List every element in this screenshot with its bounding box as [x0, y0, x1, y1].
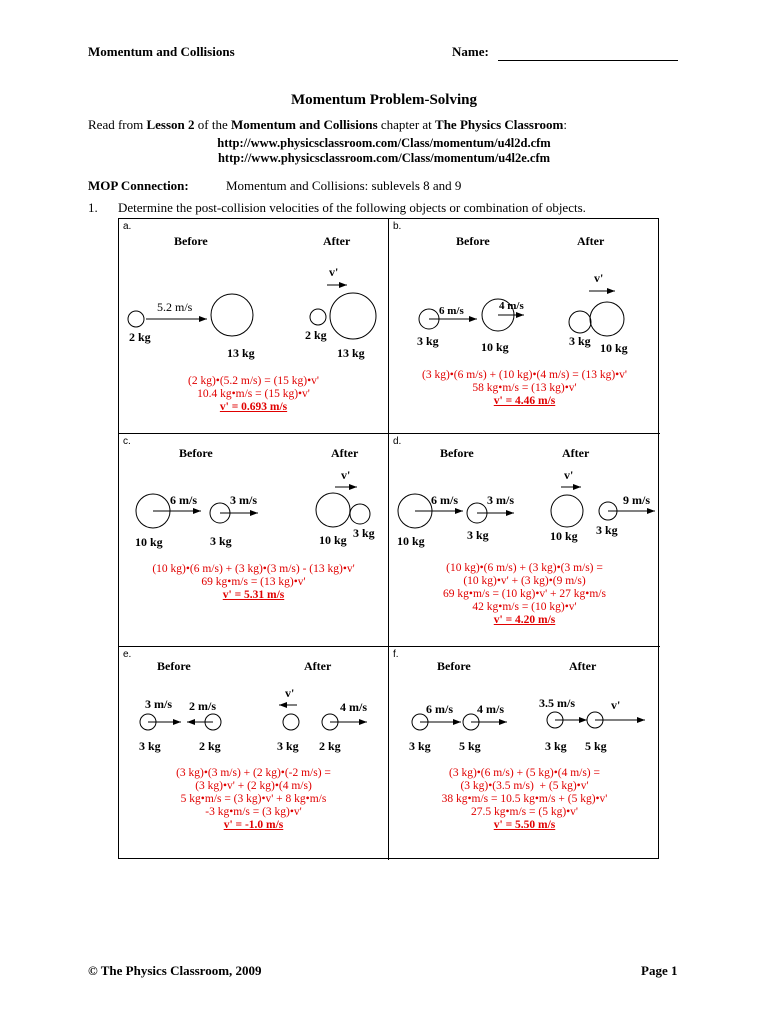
after-label: After: [323, 234, 351, 248]
mop-text: Momentum and Collisions: sublevels 8 and 9: [226, 178, 462, 193]
velocity-label: 4 m/s: [499, 300, 524, 312]
mass-label: 10 kg: [319, 533, 347, 547]
answer: v' = -1.0 m/s: [223, 819, 284, 831]
velocity-label: 3 m/s: [487, 493, 514, 507]
question-number: 1.: [88, 200, 98, 215]
mass-label: 2 kg: [305, 328, 327, 342]
problem-b: [389, 219, 660, 434]
page-title: Momentum Problem-Solving: [291, 92, 477, 108]
ball-3kg: [569, 311, 591, 333]
solution-e: (3 kg)•(3 m/s) + (2 kg)•(-2 m/s) = (3 kg)•v' + (2 kg)•(4 m/s) 5 kg•m/s = (3 kg)•v' + 8 kg•m/s -3 kg•m/s = (3 kg)•v' v' = -1.0 m/s: [119, 767, 388, 832]
problem-f: [389, 647, 660, 860]
mass-label: 3 kg: [210, 534, 232, 548]
footer-page-number: Page 1: [641, 963, 678, 978]
diagram-c: [119, 434, 389, 647]
mass-label: 13 kg: [227, 346, 255, 360]
velocity-label: 6 m/s: [439, 305, 464, 317]
ball-3kg: [283, 714, 299, 730]
solution-a: (2 kg)•(5.2 m/s) = (15 kg)•v' 10.4 kg•m/s = (15 kg)•v' v' = 0.693 m/s: [119, 375, 388, 414]
before-label: Before: [179, 446, 213, 460]
solution-b: (3 kg)•(6 m/s) + (10 kg)•(4 m/s) = (13 kg)•v' 58 kg•m/s = (13 kg)•v' v' = 4.46 m/s: [389, 369, 660, 408]
ball-13kg: [211, 294, 253, 336]
ball-10kg: [590, 302, 624, 336]
answer: v' = 5.31 m/s: [222, 589, 285, 601]
velocity-label: 3 m/s: [230, 493, 257, 507]
after-label: After: [562, 446, 590, 460]
mass-label: 3 kg: [467, 528, 489, 542]
mass-label: 3 kg: [139, 739, 161, 753]
lesson-ref: Lesson 2: [146, 117, 195, 132]
link-1[interactable]: http://www.physicsclassroom.com/Class/momentum/u4l2d.cfm: [217, 136, 551, 150]
before-label: Before: [174, 234, 208, 248]
answer: v' = 4.20 m/s: [493, 614, 556, 626]
velocity-label: 2 m/s: [189, 699, 216, 713]
ball-10kg: [316, 493, 350, 527]
chapter-ref: Momentum and Collisions: [231, 117, 378, 132]
intro-text: Read from Lesson 2 of the Momentum and Collisions chapter at The Physics Classroom:: [88, 117, 567, 132]
mass-label: 10 kg: [550, 529, 578, 543]
site-ref: The Physics Classroom: [435, 117, 564, 132]
before-label: Before: [456, 234, 490, 248]
mass-label: 3 kg: [353, 526, 375, 540]
mass-label: 3 kg: [596, 523, 618, 537]
name-label: Name:: [452, 44, 489, 59]
velocity-label: 6 m/s: [170, 493, 197, 507]
problem-letter: f.: [393, 649, 399, 660]
ball-13kg: [330, 293, 376, 339]
after-label: After: [304, 659, 332, 673]
ball-10kg: [551, 495, 583, 527]
velocity-label: v': [329, 265, 339, 279]
mass-label: 3 kg: [409, 739, 431, 753]
mass-label: 3 kg: [277, 739, 299, 753]
problem-letter: d.: [393, 436, 402, 447]
mass-label: 10 kg: [397, 534, 425, 548]
velocity-label: 6 m/s: [431, 493, 458, 507]
mass-label: 2 kg: [199, 739, 221, 753]
mass-label: 2 kg: [319, 739, 341, 753]
velocity-label: 4 m/s: [477, 702, 504, 716]
problem-d: [389, 434, 660, 647]
velocity-label: 3.5 m/s: [539, 696, 575, 710]
problem-letter: c.: [123, 436, 131, 447]
mass-label: 5 kg: [585, 739, 607, 753]
question-text: Determine the post-collision velocities of the following objects or combination of objects.: [118, 200, 586, 215]
ball-2kg: [310, 309, 326, 325]
mass-label: 2 kg: [129, 330, 151, 344]
velocity-label: 5.2 m/s: [157, 300, 193, 314]
question-1: [88, 200, 586, 216]
header-title: Momentum and Collisions: [88, 44, 235, 59]
mass-label: 3 kg: [545, 739, 567, 753]
before-label: Before: [440, 446, 474, 460]
problem-letter: b.: [393, 221, 402, 232]
footer-copyright: © The Physics Classroom, 2009: [88, 963, 262, 978]
solution-c: (10 kg)•(6 m/s) + (3 kg)•(3 m/s) - (13 kg)•v' 69 kg•m/s = (13 kg)•v' v' = 5.31 m/s: [119, 563, 388, 602]
answer: v' = 4.46 m/s: [493, 395, 556, 407]
mass-label: 10 kg: [600, 341, 628, 355]
ball-3kg: [350, 504, 370, 524]
solution-d: (10 kg)•(6 m/s) + (3 kg)•(3 m/s) = (10 kg)•v' + (3 kg)•(9 m/s) 69 kg•m/s = (10 kg)•v' + 27 kg•m/s 42 kg•m/s = (10 kg)•v' v' = 4.20 m/s: [389, 562, 660, 627]
mop-connection: [88, 178, 461, 194]
problem-letter: e.: [123, 649, 132, 660]
velocity-label: 6 m/s: [426, 702, 453, 716]
link-2[interactable]: http://www.physicsclassroom.com/Class/momentum/u4l2e.cfm: [217, 151, 551, 165]
solution-f: (3 kg)•(6 m/s) + (5 kg)•(4 m/s) = (3 kg)•(3.5 m/s) + (5 kg)•v' 38 kg•m/s = 10.5 kg•m/s + (5 kg)•v' 27.5 kg•m/s = (5 kg)•v' v' = 5.50 m/s: [389, 767, 660, 832]
before-label: Before: [437, 659, 471, 673]
problem-e: [119, 647, 389, 860]
velocity-label: v': [564, 468, 574, 482]
mass-label: 13 kg: [337, 346, 365, 360]
links: [0, 136, 768, 166]
velocity-label: 9 m/s: [623, 493, 650, 507]
answer: v' = 0.693 m/s: [219, 401, 288, 413]
velocity-label: v': [594, 271, 604, 285]
name-line[interactable]: [498, 60, 678, 61]
ball-2kg: [128, 311, 144, 327]
velocity-label: v': [341, 468, 351, 482]
after-label: After: [331, 446, 359, 460]
after-label: After: [577, 234, 605, 248]
problem-letter: a.: [123, 221, 132, 232]
mass-label: 3 kg: [417, 334, 439, 348]
mass-label: 10 kg: [135, 535, 163, 549]
problem-c: [119, 434, 389, 647]
mass-label: 3 kg: [569, 334, 591, 348]
problem-a: [119, 219, 389, 434]
mass-label: 10 kg: [481, 340, 509, 354]
answer: v' = 5.50 m/s: [493, 819, 556, 831]
after-label: After: [569, 659, 597, 673]
velocity-label: 3 m/s: [145, 697, 172, 711]
mass-label: 5 kg: [459, 739, 481, 753]
velocity-label: 4 m/s: [340, 700, 367, 714]
velocity-label: v': [285, 686, 295, 700]
before-label: Before: [157, 659, 191, 673]
problem-grid: [118, 218, 659, 859]
mop-label: MOP Connection:: [88, 178, 189, 193]
velocity-label: v': [611, 698, 621, 712]
